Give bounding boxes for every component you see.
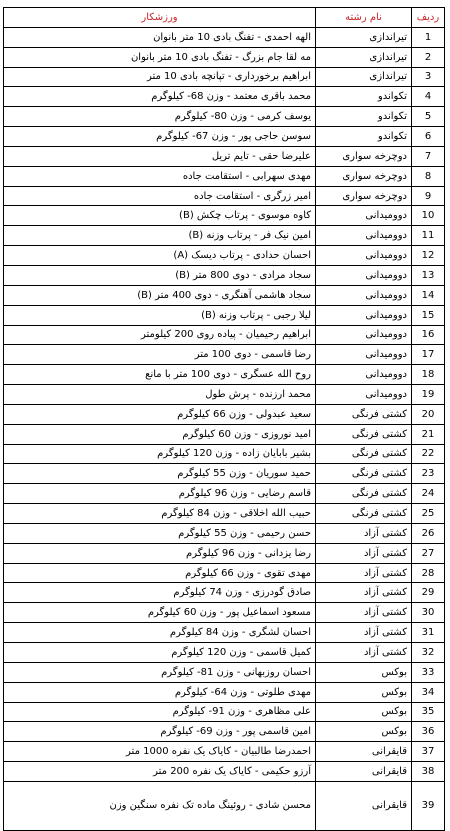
athlete-cell: احسان لشگری - وزن 84 کیلوگرم xyxy=(4,623,316,643)
table-row xyxy=(4,305,445,325)
sport-cell: دوومیدانی xyxy=(316,285,412,305)
table-row xyxy=(4,781,445,830)
athlete-cell: مه لقا جام بزرگ - تفنگ بادی 10 متر بانوان xyxy=(4,47,316,67)
row-number-cell: 14 xyxy=(412,285,445,305)
row-number-cell: 27 xyxy=(412,543,445,563)
athlete-cell: مهدی سهرابی - استقامت جاده xyxy=(4,166,316,186)
table-row xyxy=(4,226,445,246)
sport-cell: قایقرانی xyxy=(316,781,412,830)
header-row-number: ردیف xyxy=(412,8,445,28)
sport-cell: دوچرخه سواری xyxy=(316,186,412,206)
table-row xyxy=(4,662,445,682)
row-number-cell: 4 xyxy=(412,87,445,107)
table-row xyxy=(4,762,445,782)
row-number-cell: 30 xyxy=(412,603,445,623)
sport-cell: کشتی آزاد xyxy=(316,563,412,583)
table-row xyxy=(4,67,445,87)
row-number-cell: 23 xyxy=(412,464,445,484)
table-row xyxy=(4,385,445,405)
sport-cell: کشتی فرنگی xyxy=(316,424,412,444)
sport-cell: کشتی فرنگی xyxy=(316,404,412,424)
table-row xyxy=(4,563,445,583)
table-row xyxy=(4,166,445,186)
athlete-cell: کمیل قاسمی - وزن 120 کیلوگرم xyxy=(4,643,316,663)
row-number-cell: 13 xyxy=(412,265,445,285)
athlete-cell: علی مظاهری - وزن 91- کیلوگرم xyxy=(4,702,316,722)
athlete-cell: رضا یزدانی - وزن 96 کیلوگرم xyxy=(4,543,316,563)
table-row xyxy=(4,345,445,365)
row-number-cell: 39 xyxy=(412,781,445,830)
row-number-cell: 25 xyxy=(412,504,445,524)
athletes-table xyxy=(3,7,445,831)
sport-cell: کشتی آزاد xyxy=(316,523,412,543)
sport-cell: بوکس xyxy=(316,662,412,682)
row-number-cell: 28 xyxy=(412,563,445,583)
sport-cell: کشتی فرنگی xyxy=(316,504,412,524)
athlete-cell: ابراهیم برخورداری - تپانچه بادی 10 متر xyxy=(4,67,316,87)
sport-cell: کشتی آزاد xyxy=(316,543,412,563)
sport-cell: بوکس xyxy=(316,722,412,742)
table-row xyxy=(4,127,445,147)
table-row xyxy=(4,742,445,762)
athlete-cell: سعید عبدولی - وزن 66 کیلوگرم xyxy=(4,404,316,424)
row-number-cell: 18 xyxy=(412,365,445,385)
row-number-cell: 36 xyxy=(412,722,445,742)
athlete-cell: امین نیک فر - پرتاب وزنه (B) xyxy=(4,226,316,246)
sport-cell: قایقرانی xyxy=(316,742,412,762)
table-row xyxy=(4,603,445,623)
table-row xyxy=(4,722,445,742)
table-row xyxy=(4,246,445,266)
table-row xyxy=(4,404,445,424)
athlete-cell: حمید سوریان - وزن 55 کیلوگرم xyxy=(4,464,316,484)
sport-cell: بوکس xyxy=(316,702,412,722)
row-number-cell: 11 xyxy=(412,226,445,246)
row-number-cell: 10 xyxy=(412,206,445,226)
athlete-cell: قاسم رضایی - وزن 96 کیلوگرم xyxy=(4,484,316,504)
sport-cell: کشتی فرنگی xyxy=(316,444,412,464)
row-number-cell: 2 xyxy=(412,47,445,67)
header-sport: نام رشته xyxy=(316,8,412,28)
row-number-cell: 1 xyxy=(412,27,445,47)
table-row xyxy=(4,206,445,226)
athlete-cell: لیلا رجبی - پرتاب وزنه (B) xyxy=(4,305,316,325)
athlete-cell: امیر زرگری - استقامت جاده xyxy=(4,186,316,206)
row-number-cell: 9 xyxy=(412,186,445,206)
table-row xyxy=(4,643,445,663)
sport-cell: تیراندازی xyxy=(316,47,412,67)
row-number-cell: 32 xyxy=(412,643,445,663)
athlete-cell: محسن شادی - روئینگ ماده تک نفره سنگین وزن xyxy=(4,781,316,830)
row-number-cell: 17 xyxy=(412,345,445,365)
sport-cell: قایقرانی xyxy=(316,762,412,782)
sport-cell: کشتی آزاد xyxy=(316,583,412,603)
sport-cell: دوومیدانی xyxy=(316,305,412,325)
sport-cell: دوومیدانی xyxy=(316,246,412,266)
sport-cell: کشتی فرنگی xyxy=(316,484,412,504)
athlete-cell: سجاد هاشمی آهنگری - دوی 400 متر (B) xyxy=(4,285,316,305)
row-number-cell: 5 xyxy=(412,107,445,127)
table-row xyxy=(4,325,445,345)
sport-cell: تکواندو xyxy=(316,127,412,147)
athlete-cell: احسان حدادی - پرتاب دیسک (A) xyxy=(4,246,316,266)
sport-cell: دوومیدانی xyxy=(316,226,412,246)
table-row xyxy=(4,107,445,127)
row-number-cell: 22 xyxy=(412,444,445,464)
sport-cell: دوومیدانی xyxy=(316,385,412,405)
athlete-cell: احسان روزبهانی - وزن 81- کیلوگرم xyxy=(4,662,316,682)
sport-cell: تیراندازی xyxy=(316,27,412,47)
athlete-cell: الهه احمدی - تفنگ بادی 10 متر بانوان xyxy=(4,27,316,47)
table-row xyxy=(4,682,445,702)
table-row xyxy=(4,484,445,504)
row-number-cell: 24 xyxy=(412,484,445,504)
athlete-cell: یوسف کرمی - وزن 80- کیلوگرم xyxy=(4,107,316,127)
sport-cell: دوومیدانی xyxy=(316,325,412,345)
table-body xyxy=(4,27,445,830)
row-number-cell: 34 xyxy=(412,682,445,702)
athlete-cell: سجاد مرادی - دوی 800 متر (B) xyxy=(4,265,316,285)
header-athlete: ورزشکار xyxy=(4,8,316,28)
table-row xyxy=(4,504,445,524)
table-row xyxy=(4,27,445,47)
table-row xyxy=(4,583,445,603)
sport-cell: کشتی آزاد xyxy=(316,643,412,663)
athlete-cell: مسعود اسماعیل پور - وزن 60 کیلوگرم xyxy=(4,603,316,623)
row-number-cell: 31 xyxy=(412,623,445,643)
table-row xyxy=(4,365,445,385)
table-row xyxy=(4,146,445,166)
table-row xyxy=(4,285,445,305)
athlete-cell: علیرضا حقی - تایم تریل xyxy=(4,146,316,166)
sport-cell: بوکس xyxy=(316,682,412,702)
athlete-cell: روح الله عسگری - دوی 100 متر با مانع xyxy=(4,365,316,385)
sport-cell: دوومیدانی xyxy=(316,365,412,385)
table-header-row xyxy=(4,8,445,28)
table-row xyxy=(4,702,445,722)
athlete-cell: سوسن حاجی پور - وزن 67- کیلوگرم xyxy=(4,127,316,147)
sport-cell: دوومیدانی xyxy=(316,206,412,226)
sport-cell: کشتی آزاد xyxy=(316,623,412,643)
row-number-cell: 20 xyxy=(412,404,445,424)
athlete-cell: مهدی طلوتی - وزن 64- کیلوگرم xyxy=(4,682,316,702)
table-row xyxy=(4,543,445,563)
sport-cell: تکواندو xyxy=(316,87,412,107)
athlete-cell: احمدرضا طالبیان - کایاک یک نفره 1000 متر xyxy=(4,742,316,762)
row-number-cell: 3 xyxy=(412,67,445,87)
row-number-cell: 7 xyxy=(412,146,445,166)
sport-cell: دوچرخه سواری xyxy=(316,166,412,186)
row-number-cell: 12 xyxy=(412,246,445,266)
athlete-cell: رضا قاسمی - دوی 100 متر xyxy=(4,345,316,365)
sport-cell: تیراندازی xyxy=(316,67,412,87)
athlete-cell: امید نوروزی - وزن 60 کیلوگرم xyxy=(4,424,316,444)
row-number-cell: 29 xyxy=(412,583,445,603)
table-row xyxy=(4,87,445,107)
table-row xyxy=(4,464,445,484)
table-row xyxy=(4,444,445,464)
athlete-cell: ابراهیم رحیمیان - پیاده روی 200 کیلومتر xyxy=(4,325,316,345)
athlete-cell: آرزو حکیمی - کایاک یک نفره 200 متر xyxy=(4,762,316,782)
row-number-cell: 33 xyxy=(412,662,445,682)
row-number-cell: 38 xyxy=(412,762,445,782)
row-number-cell: 21 xyxy=(412,424,445,444)
athlete-cell: امین قاسمی پور - وزن 69- کیلوگرم xyxy=(4,722,316,742)
athlete-cell: کاوه موسوی - پرتاب چکش (B) xyxy=(4,206,316,226)
athlete-cell: بشیر بابایان زاده - وزن 120 کیلوگرم xyxy=(4,444,316,464)
sport-cell: تکواندو xyxy=(316,107,412,127)
row-number-cell: 35 xyxy=(412,702,445,722)
sport-cell: کشتی فرنگی xyxy=(316,464,412,484)
table-row xyxy=(4,47,445,67)
row-number-cell: 16 xyxy=(412,325,445,345)
sport-cell: کشتی آزاد xyxy=(316,603,412,623)
table-row xyxy=(4,265,445,285)
row-number-cell: 26 xyxy=(412,523,445,543)
athlete-cell: صادق گودرزی - وزن 74 کیلوگرم xyxy=(4,583,316,603)
athlete-cell: محمد باقری معتمد - وزن 68- کیلوگرم xyxy=(4,87,316,107)
table-row xyxy=(4,523,445,543)
row-number-cell: 8 xyxy=(412,166,445,186)
row-number-cell: 37 xyxy=(412,742,445,762)
sport-cell: دوچرخه سواری xyxy=(316,146,412,166)
athlete-cell: حسن رحیمی - وزن 55 کیلوگرم xyxy=(4,523,316,543)
sport-cell: دوومیدانی xyxy=(316,265,412,285)
table-row xyxy=(4,424,445,444)
row-number-cell: 19 xyxy=(412,385,445,405)
athlete-cell: محمد ارزنده - پرش طول xyxy=(4,385,316,405)
sport-cell: دوومیدانی xyxy=(316,345,412,365)
row-number-cell: 6 xyxy=(412,127,445,147)
table-row xyxy=(4,623,445,643)
athlete-cell: مهدی تقوی - وزن 66 کیلوگرم xyxy=(4,563,316,583)
athlete-cell: حبیب الله اخلاقی - وزن 84 کیلوگرم xyxy=(4,504,316,524)
row-number-cell: 15 xyxy=(412,305,445,325)
table-row xyxy=(4,186,445,206)
